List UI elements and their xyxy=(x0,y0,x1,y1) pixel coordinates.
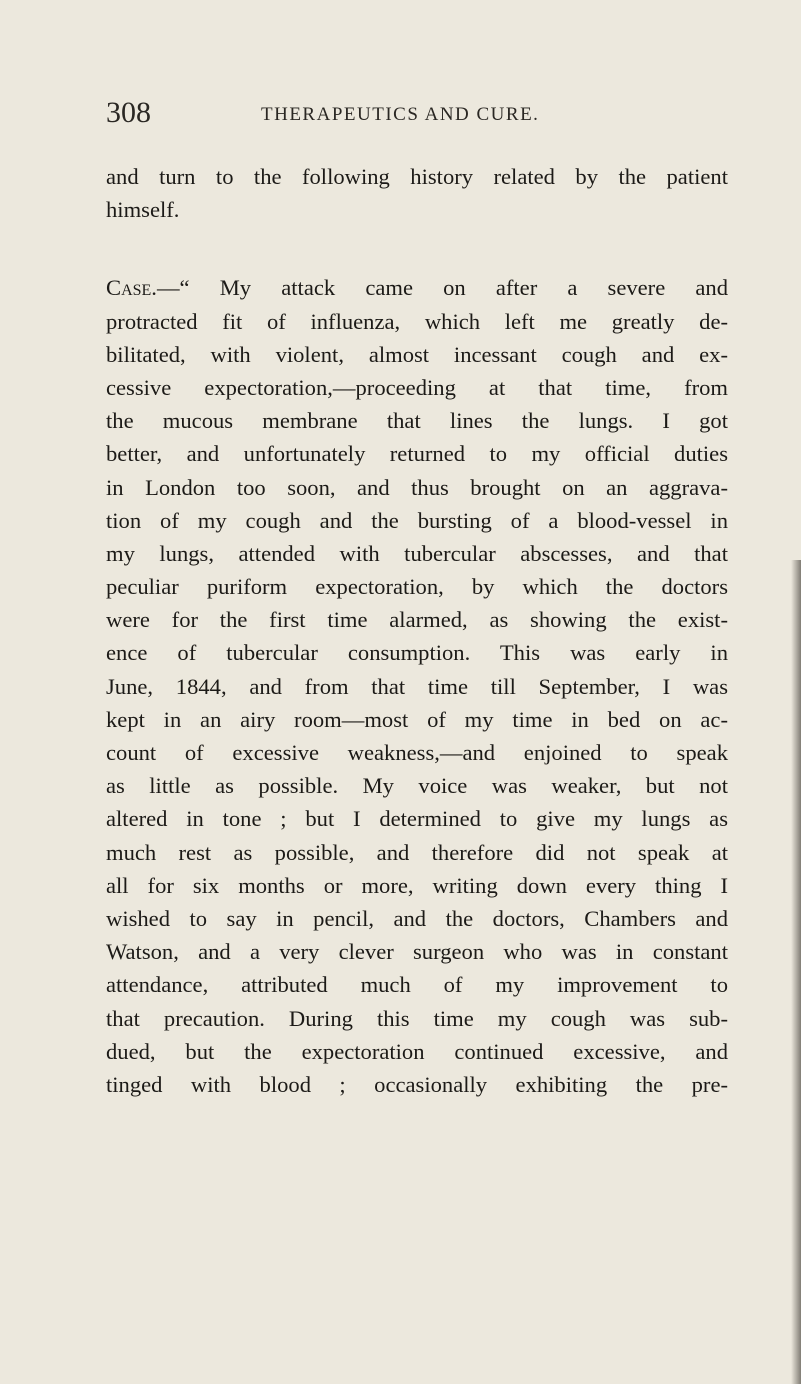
text-line: better, and unfortunately returned to my official duties xyxy=(106,441,728,467)
text-line: June, 1844, and from that time till September, I was xyxy=(106,673,728,699)
text-line: peculiar puriform expectoration, by which the doctors xyxy=(106,574,728,600)
text-line: protracted fit of influenza, which left me greatly de- xyxy=(106,308,728,334)
page-edge-shadow xyxy=(791,560,801,1384)
text-line: dued, but the expectoration continued excessive, and xyxy=(106,1038,728,1064)
paragraph-gap xyxy=(106,226,728,271)
text-line: that precaution. During this time my cough was sub- xyxy=(106,1005,728,1031)
text-line: bilitated, with violent, almost incessant cough and ex- xyxy=(106,341,728,367)
case-first-line-text: —“ My attack came on after a severe and xyxy=(156,275,728,301)
text-line: Watson, and a very clever surgeon who was in constant xyxy=(106,939,728,965)
page-header xyxy=(106,96,706,136)
running-head: THERAPEUTICS AND CURE. xyxy=(261,104,540,125)
text-line: tinged with blood ; occasionally exhibiting the pre- xyxy=(106,1071,728,1097)
text-line: altered in tone ; but I determined to give my lungs as xyxy=(106,806,728,832)
text-line: cessive expectoration,—proceeding at that time, from xyxy=(106,374,728,400)
text-line: wished to say in pencil, and the doctors, Chambers and xyxy=(106,905,728,931)
text-line: count of excessive weakness,—and enjoined to speak xyxy=(106,740,728,765)
text-line: and turn to the following history related by the patient xyxy=(106,164,728,189)
text-line: himself. xyxy=(106,197,180,223)
text-line: kept in an airy room—most of my time in bed on ac- xyxy=(106,706,728,732)
text-line: much rest as possible, and therefore did not speak at xyxy=(106,839,728,865)
text-line: my lungs, attended with tubercular abscesses, and that xyxy=(106,540,728,566)
text-line: attendance, attributed much of my improvement to xyxy=(106,972,728,998)
text-line: all for six months or more, writing down every thing I xyxy=(106,872,728,898)
text-line: the mucous membrane that lines the lungs. I got xyxy=(106,408,728,434)
body-text xyxy=(106,160,728,1101)
case-label: Case. xyxy=(106,275,157,301)
text-line: in London too soon, and thus brought on an aggrava- xyxy=(106,474,728,500)
case-first-line xyxy=(106,271,728,304)
text-line: tion of my cough and the bursting of a blood-vessel in xyxy=(106,507,728,533)
page-number: 308 xyxy=(106,96,151,129)
text-line: were for the first time alarmed, as showing the exist- xyxy=(106,607,728,633)
text-line: ence of tubercular consumption. This was early in xyxy=(106,640,728,666)
text-line: as little as possible. My voice was weaker, but not xyxy=(106,773,728,799)
